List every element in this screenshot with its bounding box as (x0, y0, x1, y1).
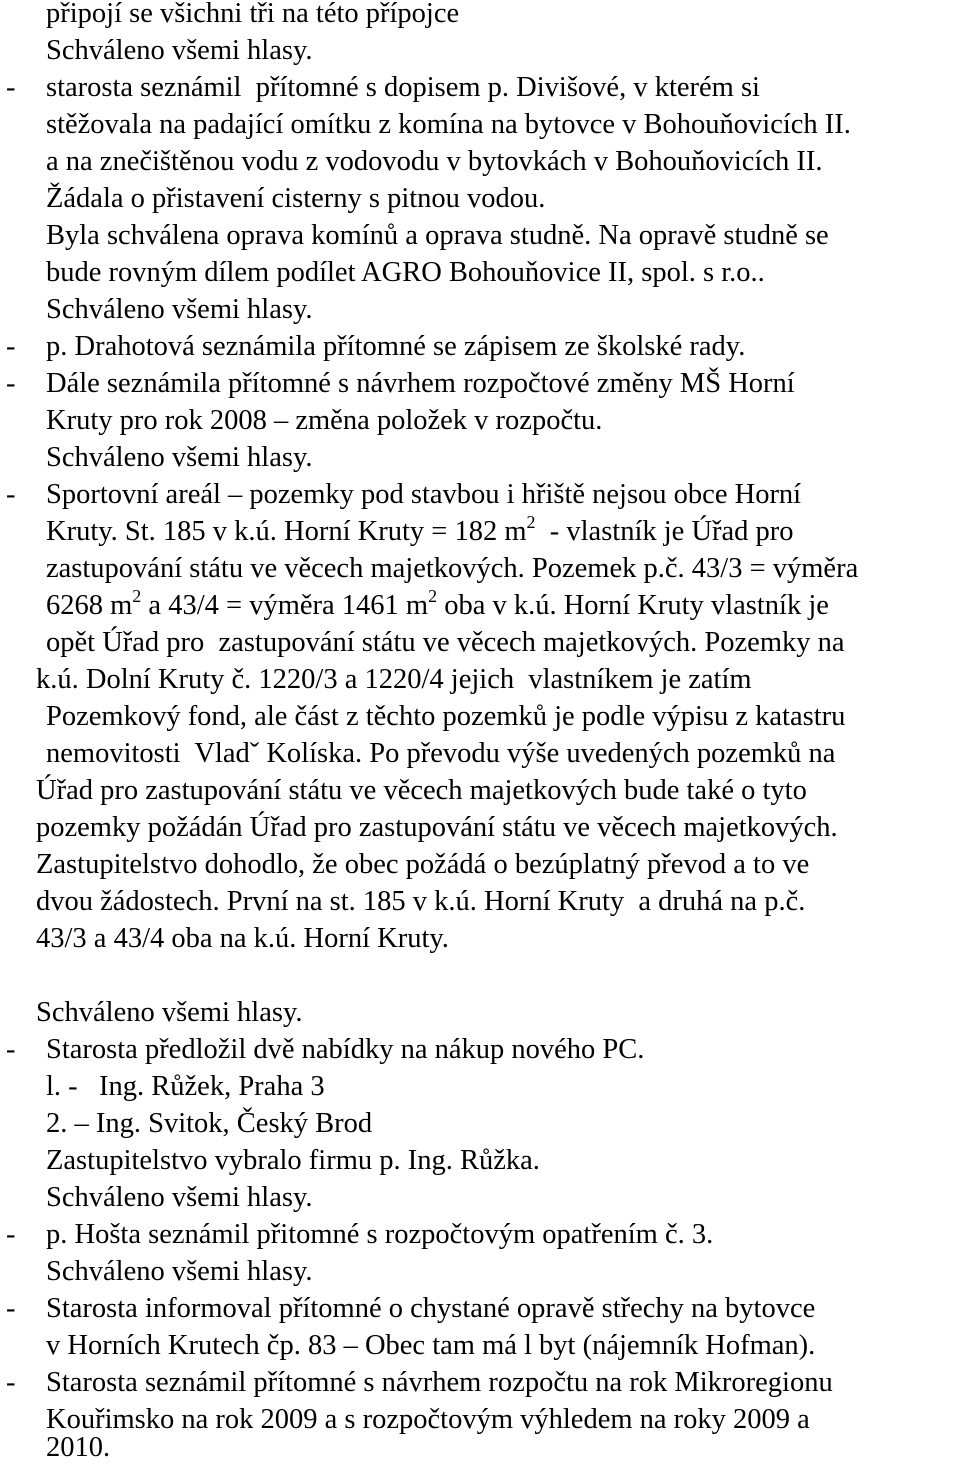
bullet-dash: - (6, 72, 16, 103)
bullet-dash: - (6, 1367, 16, 1398)
doc-line: Sportovní areál – pozemky pod stavbou i hřiště nejsou obce Horní (46, 479, 802, 510)
doc-line: a na znečištěnou vodu z vodovodu v bytovkách v Bohouňovicích II. (46, 146, 823, 177)
bullet-dash: - (6, 479, 16, 510)
text-run: 6268 m (46, 590, 133, 621)
doc-line: Starosta předložil dvě nabídky na nákup nového PC. (46, 1034, 645, 1065)
bullet-dash: - (6, 1034, 16, 1065)
doc-line: Starosta seznámil přítomné s návrhem rozpočtu na rok Mikroregionu (46, 1367, 833, 1398)
doc-line: stěžovala na padající omítku z komína na bytovce v Bohouňovicích II. (46, 109, 851, 140)
bullet-dash: - (6, 331, 16, 362)
doc-line: připojí se všichni tři na této přípojce (46, 0, 460, 29)
text-run: Kruty. St. 185 v k.ú. Horní Kruty = 182 m (46, 516, 527, 547)
doc-line: Schváleno všemi hlasy. (36, 997, 303, 1028)
doc-line: opět Úřad pro zastupování státu ve věcech majetkových. Pozemky na (46, 627, 845, 658)
doc-line: Schváleno všemi hlasy. (46, 1256, 313, 1287)
doc-line: v Horních Krutech čp. 83 – Obec tam má l byt (nájemník Hofman). (46, 1330, 816, 1361)
text-run: oba v k.ú. Horní Kruty vlastník je (437, 590, 829, 621)
doc-line: Byla schválena oprava komínů a oprava studně. Na opravě studně se (46, 220, 829, 251)
doc-line: Schváleno všemi hlasy. (46, 35, 313, 66)
doc-line: bude rovným dílem podílet AGRO Bohouňovice II, spol. s r.o.. (46, 257, 765, 288)
text-run: a 43/4 = výměra 1461 m (141, 590, 429, 621)
bullet-dash: - (6, 1293, 16, 1324)
bullet-dash: - (6, 368, 16, 399)
doc-line: 2. – Ing. Svitok, Český Brod (46, 1108, 373, 1139)
doc-line: Zastupitelstvo vybralo firmu p. Ing. Růžka. (46, 1145, 540, 1176)
doc-line: Schváleno všemi hlasy. (46, 294, 313, 325)
doc-line: Kruty pro rok 2008 – změna položek v rozpočtu. (46, 405, 603, 436)
doc-line (46, 514, 794, 550)
doc-line: dvou žádostech. První na st. 185 v k.ú. Horní Kruty a druhá na p.č. (36, 886, 806, 917)
doc-line: p. Hošta seznámil přitomné s rozpočtovým opatřením č. 3. (46, 1219, 714, 1250)
superscript: 2 (526, 512, 536, 532)
doc-line: Pozemkový fond, ale část z těchto pozemků je podle výpisu z katastru (46, 701, 846, 732)
doc-line: 2010. (46, 1432, 111, 1463)
doc-line: zastupování státu ve věcech majetkových. Pozemek p.č. 43/3 = výměra (46, 553, 859, 584)
doc-line: Schváleno všemi hlasy. (46, 1182, 313, 1213)
doc-line: pozemky požádán Úřad pro zastupování státu ve věcech majetkových. (36, 812, 838, 843)
doc-line (46, 588, 829, 624)
doc-line: l. - Ing. Růžek, Praha 3 (46, 1071, 325, 1102)
doc-line: k.ú. Dolní Kruty č. 1220/3 a 1220/4 jejich vlastníkem je zatím (36, 664, 752, 695)
doc-line: Schváleno všemi hlasy. (46, 442, 313, 473)
doc-line: Úřad pro zastupování státu ve věcech majetkových bude také o tyto (36, 775, 807, 806)
text-run: - vlastník je Úřad pro (535, 516, 794, 547)
doc-line: Dále seznámila přítomné s návrhem rozpočtové změny MŠ Horní (46, 368, 795, 399)
superscript: 2 (428, 586, 438, 606)
doc-line: Žádala o přistavení cisterny s pitnou vodou. (46, 183, 546, 214)
doc-line: Zastupitelstvo dohodlo, že obec požádá o bezúplatný převod a to ve (36, 849, 810, 880)
doc-line: starosta seznámil přítomné s dopisem p. Divišové, v kterém si (46, 72, 760, 103)
doc-line: 43/3 a 43/4 oba na k.ú. Horní Kruty. (36, 923, 449, 954)
bullet-dash: - (6, 1219, 16, 1250)
superscript: 2 (132, 586, 142, 606)
doc-line: Starosta informoval přítomné o chystané opravě střechy na bytovce (46, 1293, 816, 1324)
doc-line: p. Drahotová seznámila přítomné se zápisem ze školské rady. (46, 331, 746, 362)
doc-line: Kouřimsko na rok 2009 a s rozpočtovým výhledem na roky 2009 a (46, 1404, 810, 1435)
doc-line: nemovitosti Vladˇ Kolíska. Po převodu výše uvedených pozemků na (46, 738, 836, 769)
